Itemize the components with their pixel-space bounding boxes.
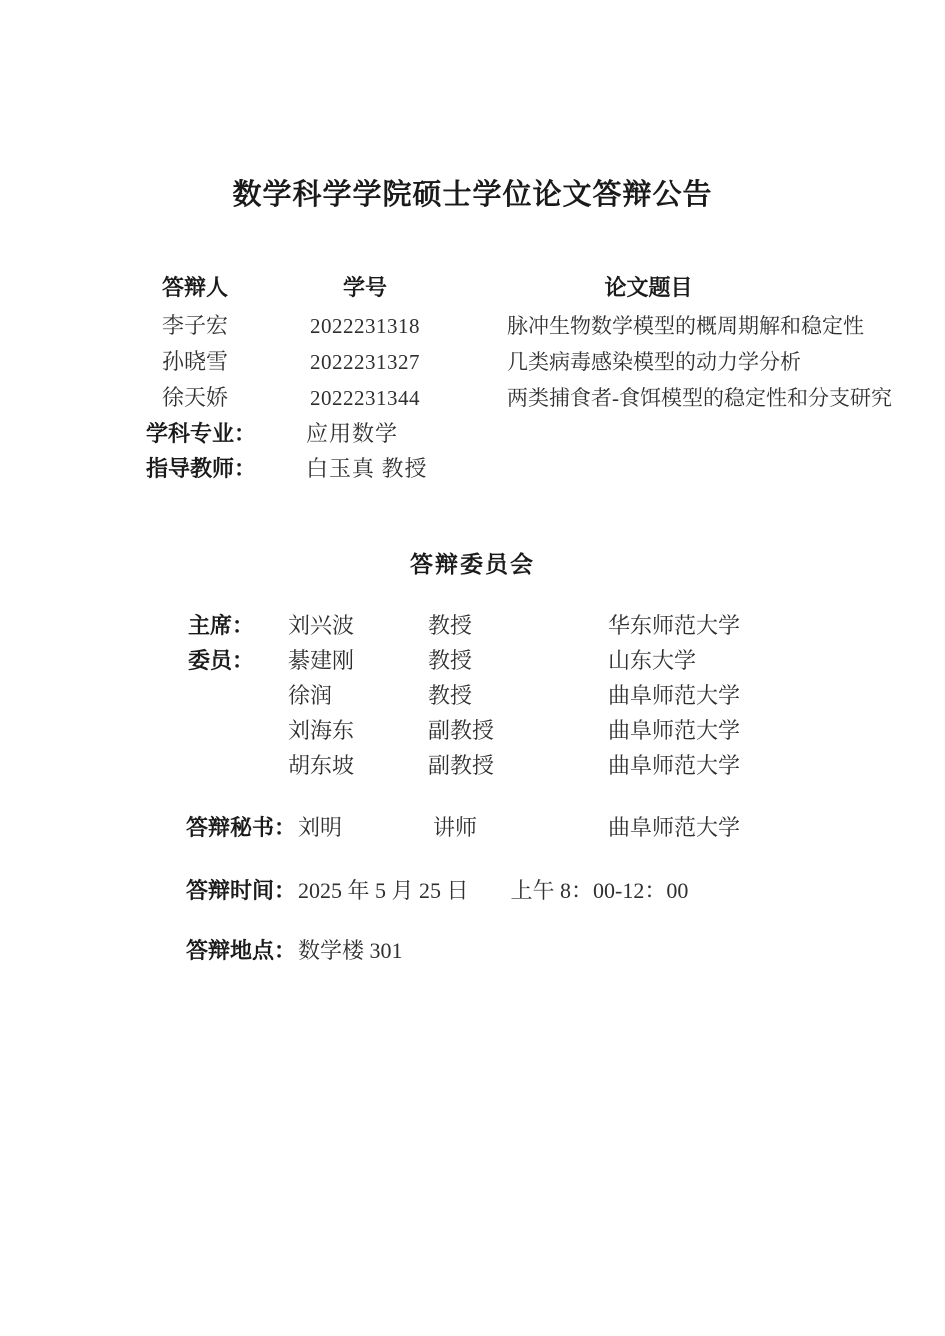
committee-member-name: 刘海东 [288, 718, 355, 743]
program-value: 应用数学 [306, 421, 399, 446]
defense-location-line [186, 934, 403, 968]
defense-time-label: 答辩时间： [186, 878, 297, 903]
secretary-label: 答辩秘书： [186, 815, 297, 840]
advisor-label: 指导教师： [146, 456, 257, 481]
advisor-line [146, 451, 428, 486]
committee-member-title: 教授 [428, 648, 473, 673]
defense-location-label: 答辩地点： [186, 938, 297, 963]
committee-member-affiliation: 曲阜师范大学 [608, 683, 741, 708]
committee-member-title: 教授 [428, 613, 473, 638]
committee-member-name: 徐润 [288, 683, 333, 708]
thesis-title: 两类捕食者-食饵模型的稳定性和分支研究 [507, 386, 892, 410]
student-id: 2022231318 [310, 314, 420, 338]
defender-name: 孙晓雪 [161, 349, 228, 374]
committee-role [188, 748, 288, 783]
student-id: 2022231344 [310, 386, 420, 410]
committee-member-affiliation: 曲阜师范大学 [608, 718, 741, 743]
committee-member-title: 副教授 [428, 718, 495, 743]
program-line [146, 416, 428, 451]
defender-name: 李子宏 [161, 313, 228, 338]
meta-section [146, 416, 428, 486]
defender-name: 徐天娇 [161, 385, 228, 410]
committee-member-title: 副教授 [428, 753, 495, 778]
program-label: 学科专业： [146, 421, 257, 446]
secretary-title: 讲师 [433, 815, 478, 840]
secretary-affiliation: 曲阜师范大学 [608, 815, 741, 840]
committee-role [188, 678, 288, 713]
committee-role: 委员： [188, 648, 255, 673]
defense-time: 上午 8：00-12：00 [510, 878, 689, 903]
advisor-value: 白玉真 教授 [306, 456, 428, 481]
column-header-defender: 答辩人 [161, 275, 228, 300]
thesis-title: 几类病毒感染模型的动力学分析 [507, 350, 801, 374]
secretary-name: 刘明 [298, 815, 343, 840]
defense-time-line [186, 874, 688, 908]
committee-member-name: 胡东坡 [288, 753, 355, 778]
defense-location-value: 数学楼 301 [298, 938, 403, 963]
thesis-title: 脉冲生物数学模型的概周期解和稳定性 [507, 314, 864, 338]
committee-member-title: 教授 [428, 683, 473, 708]
thesis-table [145, 268, 892, 416]
secretary-line [186, 811, 826, 845]
committee-member-name: 刘兴波 [288, 613, 355, 638]
committee-heading: 答辩委员会 [410, 552, 535, 577]
student-id: 2022231327 [310, 350, 420, 374]
committee-member-affiliation: 华东师范大学 [608, 613, 741, 638]
committee-member-affiliation: 山东大学 [608, 648, 697, 673]
committee-role [188, 713, 288, 748]
committee-role: 主席： [188, 613, 255, 638]
committee-member-name: 綦建刚 [288, 648, 355, 673]
defense-date: 2025 年 5 月 25 日 [298, 878, 469, 903]
page-title: 数学科学学院硕士学位论文答辩公告 [232, 179, 713, 211]
column-header-student-id: 学号 [342, 275, 387, 300]
committee-table [188, 608, 808, 783]
column-header-thesis-title: 论文题目 [604, 275, 693, 300]
committee-member-affiliation: 曲阜师范大学 [608, 753, 741, 778]
